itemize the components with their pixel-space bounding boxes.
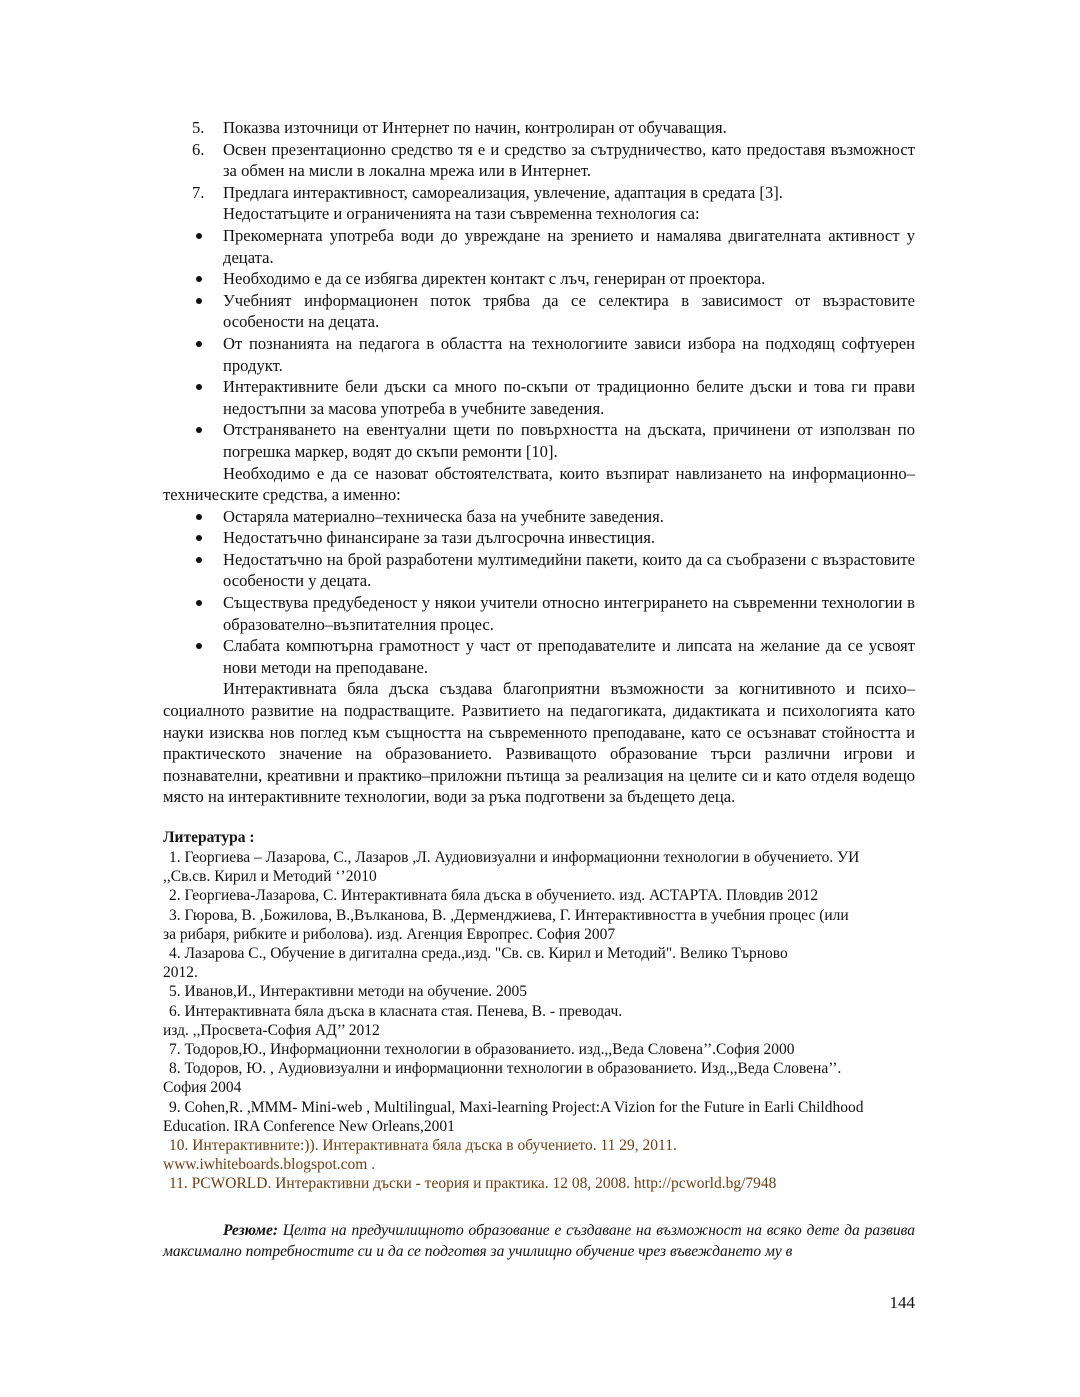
- reference-item: [163, 944, 915, 982]
- ref-line: 4. Лазарова С., Обучение в дигитална среда.,изд. "Св. св. Кирил и Методий". Велико Търново: [169, 945, 788, 963]
- list-item: [163, 139, 915, 182]
- ref-line: за рибаря, рибките и риболова). изд. Агенция Европрес. София 2007: [163, 925, 616, 943]
- summary-label: Резюме:: [223, 1221, 279, 1239]
- list-item: [163, 376, 915, 419]
- ref-line: 1. Георгиева – Лазарова, С., Лазаров ,Л. Аудиовизуални и информационни технологии в обучението. УИ: [169, 849, 860, 866]
- ref-line: 3. Гюрова, В. ,Божилова, В.,Вълканова, В. ,Дерменджиева, Г. Интерактивността в учебния процес (или: [169, 906, 849, 924]
- list-item: [163, 117, 915, 139]
- list-item: [163, 419, 915, 462]
- ref-line: 6. Интерактивната бяла дъска в класната стая. Пенева, В. - преводач.: [169, 1002, 623, 1020]
- list-item: [163, 225, 915, 268]
- reference-item: [163, 982, 915, 1001]
- item-number: 7.: [192, 182, 205, 202]
- bullet-icon: [196, 341, 202, 347]
- summary-paragraph: [163, 1220, 915, 1262]
- item-text: Съществува предубеденост у някои учители относно интегрирането на съвременни технологии в образователно–възпитателния процес.: [223, 593, 915, 634]
- reference-item: [163, 906, 915, 944]
- item-number: 6.: [192, 139, 205, 159]
- ref-line: 9. Cohen,R. ,MMM- Mini-web , Multilingual, Maxi-learning Project:A Vizion for the Future in Earli Childhood: [169, 1098, 864, 1116]
- list-item: [163, 290, 915, 333]
- bullet-icon: [196, 384, 202, 390]
- list-item: [163, 549, 915, 592]
- reference-item: [163, 886, 915, 905]
- item-text: От познанията на педагога в областта на технологиите зависи избора на подходящ софтуерен продукт.: [223, 333, 915, 375]
- limits-intro: Недостатъците и ограниченията на тази съвременна технология са:: [223, 204, 700, 224]
- list-item: [163, 527, 915, 549]
- list-item: [163, 182, 915, 204]
- list-item: [163, 268, 915, 290]
- reference-item: [163, 1059, 915, 1097]
- bullet-icon: [196, 600, 202, 606]
- item-text: Освен презентационно средство тя е и средство за сътрудничество, като предоставя възможност за обмен на мисли в локална мрежа или в Интернет.: [223, 139, 915, 181]
- item-text: Прекомерната употреба води до увреждане на зрението и намалява двигателната активност у децата.: [223, 225, 915, 267]
- list-item: [163, 506, 915, 528]
- reference-link-item[interactable]: [163, 1136, 915, 1174]
- list-item: [163, 592, 915, 635]
- item-text: Слабата компютърна грамотност у част от преподавателите и липсата на желание да се усвоят нови методи на преподаване.: [223, 636, 915, 677]
- item-number: 5.: [192, 118, 205, 137]
- page-number: 144: [889, 1293, 915, 1312]
- bullet-icon: [196, 514, 202, 520]
- ref-line: 2012.: [163, 964, 198, 982]
- conclusion-paragraph: Интерактивната бяла дъска създава благоприятни възможности за когнитивното и психо–социалното развитие на подрастващите. Развитието на педагогиката, дидактиката и психологията като науки изисква нов поглед към същността на съвременното преподаване, като се осъзнават стойността и практическото значение на образованието. Развиващото образование търси различни игрови и познавателни, креативни и практико–приложни пътища за реализация на целите си и като отделя водещо място на интерактивните технологии, води за ръка подготвени за бъдещето деца.: [163, 679, 915, 807]
- item-text: Интерактивните бели дъски са много по-скъпи от традиционно белите дъски и това ги прави недостъпни за масова употреба в учебните заведения.: [223, 377, 915, 418]
- bullet-icon: [196, 427, 202, 433]
- ref-line: Education. IRA Conference New Orleans,2001: [163, 1117, 455, 1135]
- ref-line: 7. Тодоров,Ю., Информационни технологии в образованието. изд.,,Веда Словена’’.София 2000: [169, 1041, 795, 1059]
- item-text: Необходимо е да се избягва директен контакт с лъч, генериран от проектора.: [223, 269, 766, 289]
- ref-line: София 2004: [163, 1079, 242, 1097]
- reference-item: [163, 1040, 915, 1059]
- ref-link[interactable]: 11. PCWORLD. Интерактивни дъски - теория и практика. 12 08, 2008. http://pcworld.bg/7948: [169, 1175, 777, 1193]
- ref-line: 5. Иванов,И., Интерактивни методи на обучение. 2005: [169, 983, 528, 1001]
- bullet-icon: [196, 233, 202, 239]
- ref-line: изд. ,,Просвета-София АД’’ 2012: [163, 1021, 380, 1039]
- factors-intro: Необходимо е да се назоват обстоятелствата, които възпират навлизането на информационно–техническите средства, а именно:: [163, 463, 915, 505]
- ref-link[interactable]: www.iwhiteboards.blogspot.com .: [163, 1156, 376, 1174]
- bullet-icon: [196, 557, 202, 563]
- item-text: Показва източници от Интернет по начин, контролиран от обучаващия.: [223, 118, 727, 137]
- item-text: Отстраняването на евентуални щети по повърхността на дъската, причинени от използван по погрешка маркер, водят до скъпи ремонти [10].: [223, 420, 915, 461]
- reference-item: [163, 1098, 915, 1136]
- bullet-icon: [196, 298, 202, 304]
- item-text: Остаряла материално–техническа база на учебните заведения.: [223, 506, 664, 526]
- bullet-icon: [196, 643, 202, 649]
- item-text: Недостатъчно финансиране за тази дългосрочна инвестиция.: [223, 528, 656, 548]
- reference-link-item[interactable]: [163, 1174, 915, 1193]
- summary-text: Целта на предучилищното образование е създаване на възможност на всяко дете да развива максимално потребностите си и да се подготвя за училищно обучение чрез въвеждането му в: [163, 1221, 915, 1260]
- reference-item: [163, 848, 915, 886]
- item-text: Учебният информационен поток трябва да се селектира в зависимост от възрастовите особености на децата.: [223, 290, 915, 332]
- factors-list: [163, 506, 915, 679]
- page-body: [163, 117, 915, 1277]
- limits-list: [163, 225, 915, 463]
- list-item: [163, 635, 915, 678]
- references-list: [163, 848, 915, 1194]
- list-item: [163, 333, 915, 376]
- bullet-icon: [196, 276, 202, 282]
- ref-line: 8. Тодоров, Ю. , Аудиовизуални и информационни технологии в образованието. Изд.,,Веда Словена’’.: [169, 1060, 842, 1078]
- ref-link[interactable]: 10. Интерактивните:)). Интерактивната бяла дъска в обучението. 11 29, 2011.: [169, 1137, 677, 1155]
- reference-item: [163, 1002, 915, 1040]
- item-text: Предлага интерактивност, самореализация, увлечение, адаптация в средата [3].: [223, 182, 783, 202]
- numbered-list: [163, 117, 915, 203]
- ref-line: 2. Георгиева-Лазарова, С. Интерактивната бяла дъска в обучението. изд. АСТАРТА. Пловдив 2012: [169, 887, 819, 905]
- item-text: Недостатъчно на брой разработени мултимедийни пакети, които да са съобразени с възрастовите особености у децата.: [223, 549, 915, 591]
- ref-line: ,,Св.св. Кирил и Методий ‘’2010: [163, 868, 377, 886]
- bullet-icon: [196, 535, 202, 541]
- references-heading: Литература :: [163, 829, 255, 846]
